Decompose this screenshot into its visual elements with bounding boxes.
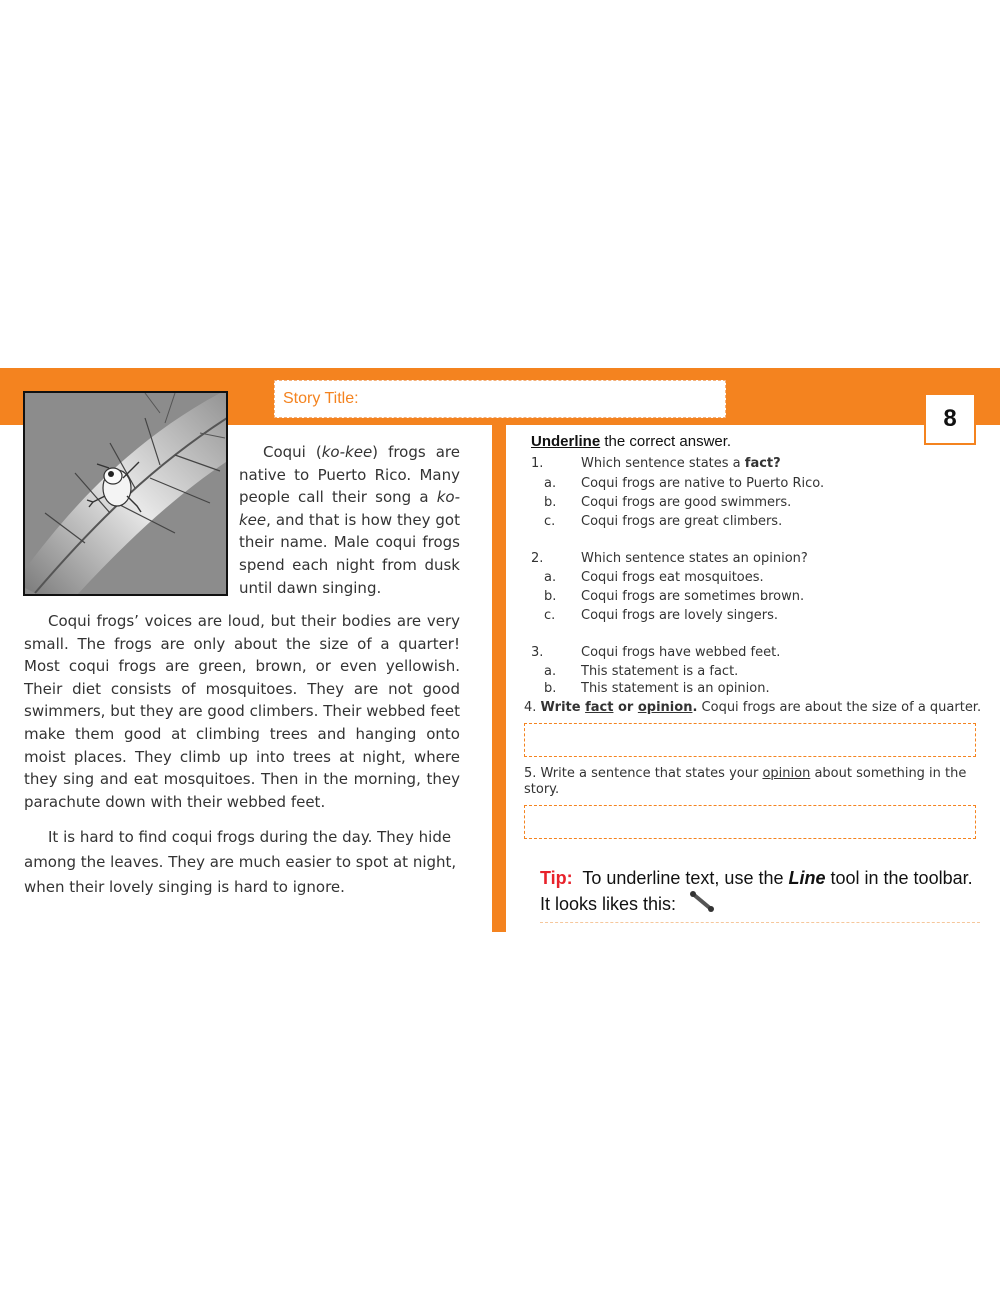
q5-answer-field[interactable] <box>524 805 976 839</box>
instruction: Underline the correct answer. <box>531 433 732 450</box>
frog-on-leaf-icon <box>25 393 226 594</box>
page-number-badge: 8 <box>924 393 976 445</box>
tip-text: Tip: To underline text, use the Line tool in the toolbar. It looks likes this: <box>540 866 980 923</box>
story-title-label: Story Title: <box>283 390 359 407</box>
line-tool-icon <box>689 890 717 920</box>
column-divider <box>492 425 506 932</box>
question-4: 4. Write fact or opinion. Coqui frogs are about the size of a quarter. <box>524 700 982 715</box>
coqui-frog-illustration <box>23 391 228 596</box>
story-paragraph-2: Coqui frogs’ voices are loud, but their bodies are very small. The frogs are only about the size of a quarter! Most coqui frogs are green, brown, or even yellowish. Their diet consists of mosquitoes. They are not good swimmers, but they are good climbers. Their webbed feet make them good at climbing trees and hanging onto moist places. They climb up into trees at night, where they sing and eat mosquitoes. Then in the morning, they parachute down with their webbed feet. <box>24 612 460 811</box>
story-paragraph-1: Coqui (ko-kee) frogs are native to Puerto Rico. Many people call their song a ko-kee, and that is how they got their name. Male coqui frogs spend each night from dusk until dawn singing. <box>239 443 461 597</box>
q4-answer-field[interactable] <box>524 723 976 757</box>
question-5: 5. Write a sentence that states your opinion about something in the story. <box>524 766 967 797</box>
story-paragraph-3: It is hard to find coqui frogs during the day. They hide among the leaves. They are much easier to spot at night, when their lovely singing is hard to ignore. <box>24 828 457 896</box>
story-title-field[interactable] <box>274 380 726 418</box>
